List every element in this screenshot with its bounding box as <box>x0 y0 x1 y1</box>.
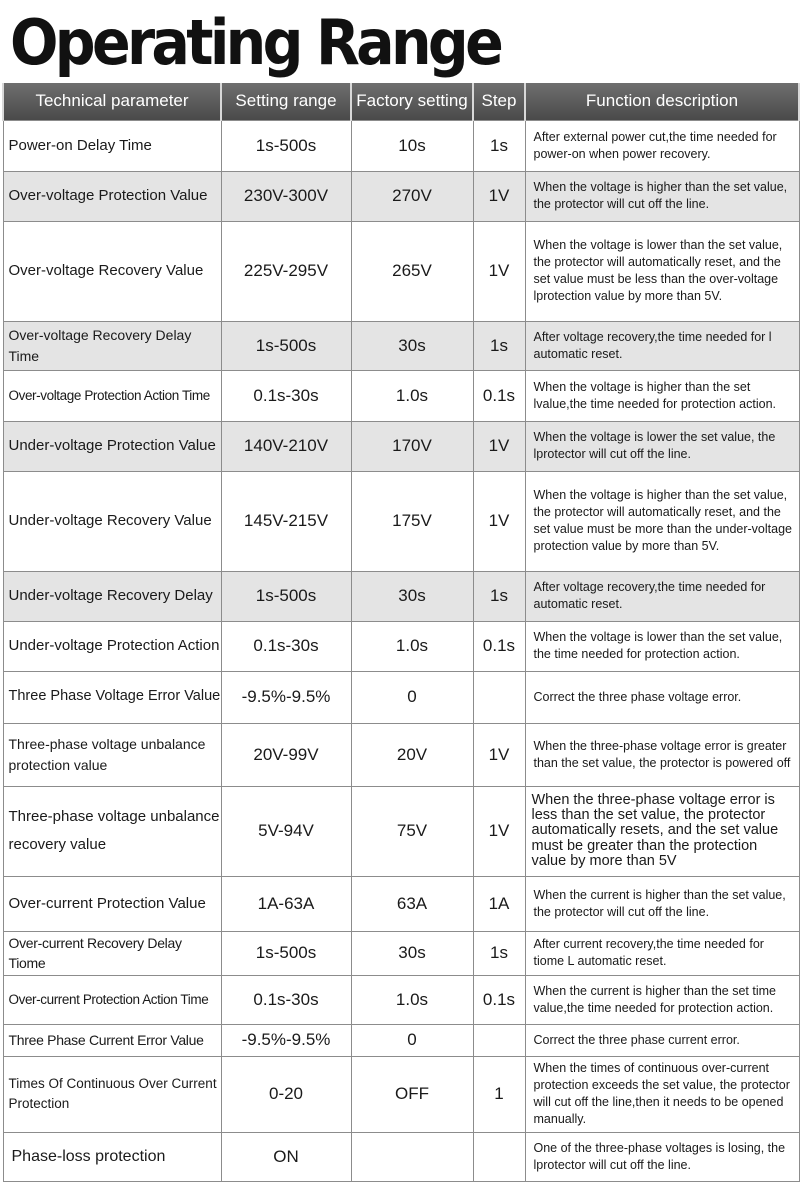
step-cell: 0.1s <box>473 621 525 671</box>
factory-setting-cell: 30s <box>351 571 473 621</box>
table-row <box>3 221 799 321</box>
setting-range-cell: -9.5%-9.5% <box>221 671 351 723</box>
step-cell: 1V <box>473 786 525 876</box>
step-cell: 1A <box>473 876 525 931</box>
header-factory-setting: Factory setting <box>351 83 473 120</box>
table-row <box>3 975 799 1024</box>
step-cell: 1s <box>473 321 525 370</box>
parameter-cell: Times Of Continuous Over Current Protection <box>3 1056 221 1132</box>
header-technical-parameter: Technical parameter <box>3 83 221 120</box>
table-row <box>3 876 799 931</box>
header-step: Step <box>473 83 525 120</box>
parameter-cell: Three Phase Voltage Error Value <box>3 671 221 723</box>
table-row <box>3 120 799 171</box>
factory-setting-cell: 0 <box>351 1024 473 1056</box>
setting-range-cell: 5V-94V <box>221 786 351 876</box>
description-cell: When the voltage is lower than the set value, the protector will automatically reset, and the set value must be less than the over-voltage lprotection value by more than 5V. <box>525 221 799 321</box>
parameter-cell: Under-voltage Recovery Value <box>3 471 221 571</box>
step-cell: 1 <box>473 1056 525 1132</box>
description-cell: Correct the three phase voltage error. <box>525 671 799 723</box>
step-cell <box>473 1024 525 1056</box>
setting-range-cell: 230V-300V <box>221 171 351 221</box>
setting-range-cell: 140V-210V <box>221 421 351 471</box>
parameter-cell: Over-voltage Recovery Delay Time <box>3 321 221 370</box>
step-cell <box>473 1132 525 1181</box>
description-cell: When the voltage is higher than the set lvalue,the time needed for protection action. <box>525 370 799 421</box>
setting-range-cell: 145V-215V <box>221 471 351 571</box>
description-cell: When the current is higher than the set value, the protector will cut off the line. <box>525 876 799 931</box>
parameter-cell: Three Phase Current Error Value <box>3 1024 221 1056</box>
description-cell: One of the three-phase voltages is losing, the lprotector will cut off the line. <box>525 1132 799 1181</box>
parameter-cell: Over-voltage Protection Value <box>3 171 221 221</box>
factory-setting-cell: 270V <box>351 171 473 221</box>
parameter-cell: Three-phase voltage unbalance protection value <box>3 723 221 786</box>
setting-range-cell: ON <box>221 1132 351 1181</box>
factory-setting-cell: 75V <box>351 786 473 876</box>
table-row <box>3 421 799 471</box>
factory-setting-cell: OFF <box>351 1056 473 1132</box>
factory-setting-cell: 20V <box>351 723 473 786</box>
factory-setting-cell: 30s <box>351 321 473 370</box>
table-row <box>3 621 799 671</box>
table-row <box>3 931 799 975</box>
factory-setting-cell: 1.0s <box>351 975 473 1024</box>
setting-range-cell: 0.1s-30s <box>221 621 351 671</box>
step-cell: 1V <box>473 171 525 221</box>
page-title: Operating Range <box>10 6 501 79</box>
parameter-cell: Three-phase voltage unbalance recovery value <box>3 786 221 876</box>
description-cell: After external power cut,the time needed for power-on when power recovery. <box>525 120 799 171</box>
parameter-cell: Under-voltage Protection Action <box>3 621 221 671</box>
description-cell: When the three-phase voltage error is greater than the set value, the protector is powered off <box>525 723 799 786</box>
operating-range-table <box>2 83 800 1182</box>
setting-range-cell: 20V-99V <box>221 723 351 786</box>
description-cell: When the times of continuous over-current protection exceeds the set value, the protector will cut off the line,then it needs to be opened manually. <box>525 1056 799 1132</box>
parameter-cell: Phase-loss protection <box>3 1132 221 1181</box>
factory-setting-cell: 63A <box>351 876 473 931</box>
table-row <box>3 786 799 876</box>
factory-setting-cell: 175V <box>351 471 473 571</box>
table-row <box>3 1024 799 1056</box>
setting-range-cell: 0.1s-30s <box>221 370 351 421</box>
table-header-row <box>3 83 799 120</box>
setting-range-cell: -9.5%-9.5% <box>221 1024 351 1056</box>
setting-range-cell: 1A-63A <box>221 876 351 931</box>
step-cell: 0.1s <box>473 370 525 421</box>
factory-setting-cell <box>351 1132 473 1181</box>
factory-setting-cell: 1.0s <box>351 621 473 671</box>
step-cell: 1s <box>473 931 525 975</box>
table-row <box>3 671 799 723</box>
header-setting-range: Setting range <box>221 83 351 120</box>
setting-range-cell: 1s-500s <box>221 321 351 370</box>
parameter-cell: Over-current Recovery Delay Tiome <box>3 931 221 975</box>
parameter-cell: Over-current Protection Action Time <box>3 975 221 1024</box>
table-row <box>3 1056 799 1132</box>
step-cell: 1V <box>473 471 525 571</box>
step-cell: 1V <box>473 421 525 471</box>
parameter-cell: Under-voltage Recovery Delay <box>3 571 221 621</box>
setting-range-cell: 1s-500s <box>221 571 351 621</box>
description-cell: Correct the three phase current error. <box>525 1024 799 1056</box>
parameter-cell: Under-voltage Protection Value <box>3 421 221 471</box>
description-cell: When the voltage is higher than the set value, the protector will automatically reset, and the set value must be more than the under-voltage protection value by more than 5V. <box>525 471 799 571</box>
factory-setting-cell: 170V <box>351 421 473 471</box>
factory-setting-cell: 1.0s <box>351 370 473 421</box>
factory-setting-cell: 30s <box>351 931 473 975</box>
description-cell: When the three-phase voltage error is less than the set value, the protector automatically resets, and the set value must be greater than the protection value by more than 5V <box>525 786 799 876</box>
description-cell: When the current is higher than the set time value,the time needed for protection action. <box>525 975 799 1024</box>
parameter-cell: Over-current Protection Value <box>3 876 221 931</box>
description-cell: After voltage recovery,the time needed for l automatic reset. <box>525 321 799 370</box>
setting-range-cell: 1s-500s <box>221 120 351 171</box>
factory-setting-cell: 265V <box>351 221 473 321</box>
setting-range-cell: 1s-500s <box>221 931 351 975</box>
table-row <box>3 1132 799 1181</box>
setting-range-cell: 0-20 <box>221 1056 351 1132</box>
factory-setting-cell: 0 <box>351 671 473 723</box>
setting-range-cell: 0.1s-30s <box>221 975 351 1024</box>
description-cell: When the voltage is higher than the set value, the protector will cut off the line. <box>525 171 799 221</box>
step-cell: 0.1s <box>473 975 525 1024</box>
parameter-cell: Over-voltage Recovery Value <box>3 221 221 321</box>
step-cell: 1V <box>473 723 525 786</box>
table-row <box>3 571 799 621</box>
table-row <box>3 471 799 571</box>
setting-range-cell: 225V-295V <box>221 221 351 321</box>
table-row <box>3 171 799 221</box>
description-cell: When the voltage is lower than the set value, the time needed for protection action. <box>525 621 799 671</box>
description-cell: After voltage recovery,the time needed for automatic reset. <box>525 571 799 621</box>
table-row <box>3 370 799 421</box>
step-cell: 1s <box>473 571 525 621</box>
table-row <box>3 723 799 786</box>
parameter-cell: Power-on Delay Time <box>3 120 221 171</box>
step-cell <box>473 671 525 723</box>
step-cell: 1s <box>473 120 525 171</box>
factory-setting-cell: 10s <box>351 120 473 171</box>
header-function-description: Function description <box>525 83 799 120</box>
parameter-cell: Over-voltage Protection Action Time <box>3 370 221 421</box>
step-cell: 1V <box>473 221 525 321</box>
description-cell: When the voltage is lower the set value, the lprotector will cut off the line. <box>525 421 799 471</box>
description-cell: After current recovery,the time needed for tiome L automatic reset. <box>525 931 799 975</box>
table-row <box>3 321 799 370</box>
